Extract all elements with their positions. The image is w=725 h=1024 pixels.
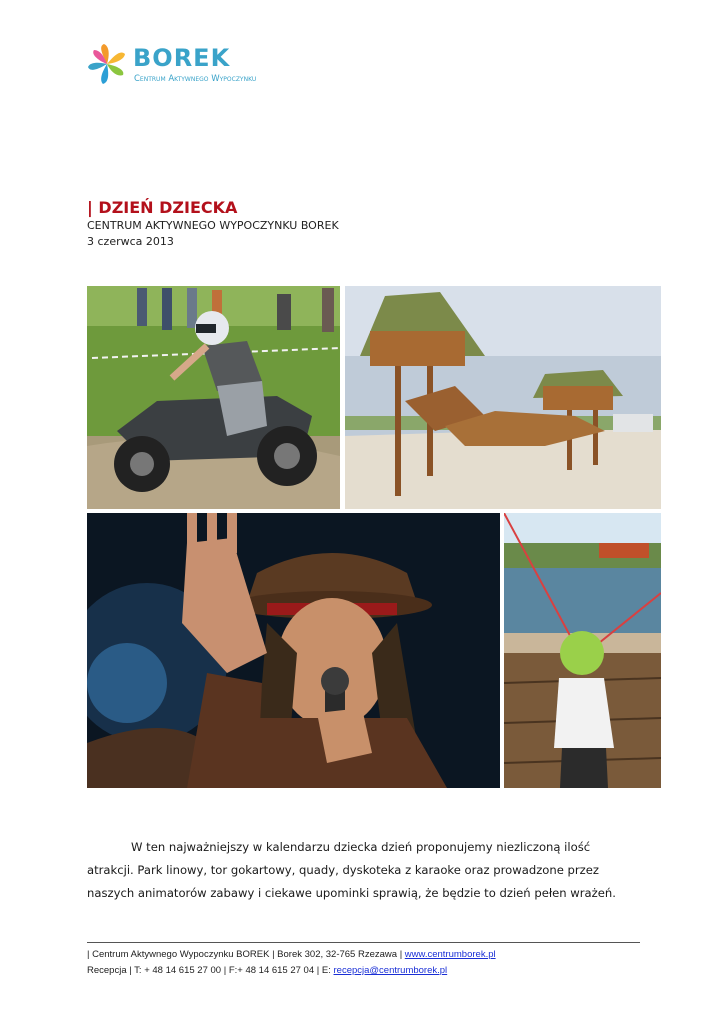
website-link[interactable]: www.centrumborek.pl xyxy=(404,949,496,960)
page-title: | DZIEŃ DZIECKA xyxy=(87,198,238,217)
email-link[interactable]: recepcja@centrumborek.pl xyxy=(333,965,448,976)
body-line-2: atrakcji. Park linowy, tor gokartowy, quady, dyskoteka z karaoke oraz prowadzone przez xyxy=(87,863,599,877)
page-subtitle: CENTRUM AKTYWNEGO WYPOCZYNKU BOREK xyxy=(87,219,339,232)
quad-atv-photo xyxy=(87,286,340,509)
footer-contact-line xyxy=(87,963,647,979)
zipline-lake-photo xyxy=(504,513,661,788)
footer-divider xyxy=(87,942,640,943)
flower-logo-icon xyxy=(87,42,129,86)
article-body xyxy=(87,836,647,905)
wooden-playground-photo xyxy=(345,286,661,509)
article-heading xyxy=(87,198,339,250)
pirate-animator-photo xyxy=(87,513,500,788)
logo-name: BOREK xyxy=(133,44,231,72)
body-line-3: naszych animatorów zabawy i ciekawe upominki sprawią, że będzie to dzień pełen wrażeń. xyxy=(87,886,616,900)
borek-logo xyxy=(87,42,297,86)
body-line-1: W ten najważniejszy w kalendarzu dziecka dzień proponujemy niezliczoną ilość xyxy=(131,840,591,854)
page-footer xyxy=(87,947,647,979)
logo-tagline: Centrum Aktywnego Wypoczynku xyxy=(134,74,257,84)
event-date: 3 czerwca 2013 xyxy=(87,235,174,248)
footer-address-line xyxy=(87,947,647,963)
footer-phones: Recepcja | T: + 48 14 615 27 00 | F:+ 48 14 615 27 04 | E: xyxy=(87,965,334,976)
footer-address: | Centrum Aktywnego Wypoczynku BOREK | Borek 302, 32-765 Rzezawa | xyxy=(87,949,405,960)
